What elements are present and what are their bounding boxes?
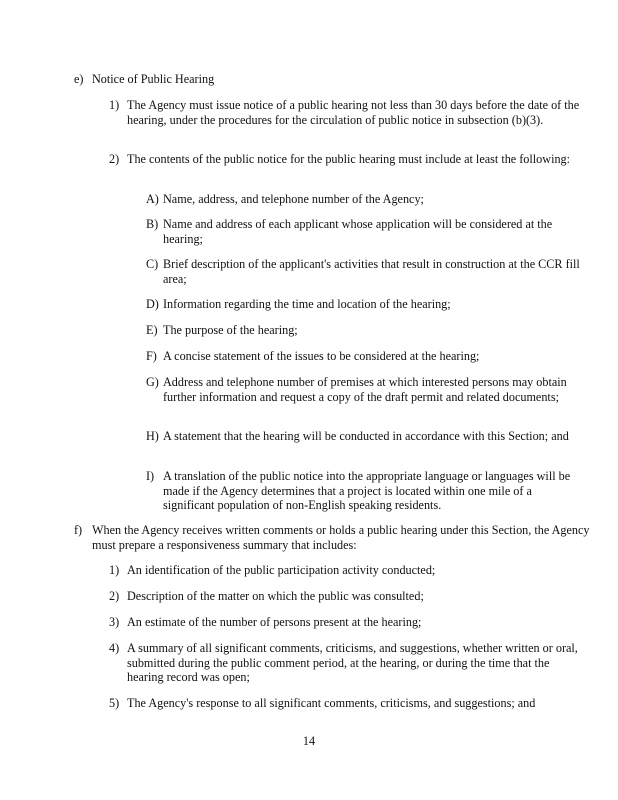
section-e-item-1	[109, 98, 585, 127]
item-text: Description of the matter on which the public was consulted;	[127, 589, 424, 603]
item-marker: 2)	[109, 589, 120, 603]
subitem-marker: A)	[146, 192, 159, 206]
section-e-heading	[74, 72, 594, 87]
item-text: The contents of the public notice for the public hearing must include at least the following:	[127, 152, 571, 166]
subitem-marker: D)	[146, 297, 159, 311]
section-f-marker: f)	[74, 523, 83, 537]
subitem-text: Name and address of each applicant whose application will be considered at the hearing;	[163, 217, 553, 246]
item-text: The Agency must issue notice of a public hearing not less than 30 days before the date of the hearing, under the procedures for the circulation of public notice in subsection (b)(3).	[127, 98, 580, 127]
section-f	[74, 523, 594, 552]
section-f-item-5	[109, 696, 585, 711]
item-marker: 4)	[109, 641, 120, 655]
subitem-marker: F)	[146, 349, 157, 363]
subitem-marker: E)	[146, 323, 158, 337]
item-text: The Agency's response to all significant comments, criticisms, and suggestions; and	[127, 696, 536, 710]
subitem-marker: G)	[146, 375, 159, 389]
section-e-item-2	[109, 152, 585, 167]
section-f-text: When the Agency receives written comments or holds a public hearing under this Section, the Agency must prepare a responsiveness summary that includes:	[92, 523, 590, 552]
section-f-item-3	[109, 615, 585, 630]
subitem-text: The purpose of the hearing;	[163, 323, 298, 337]
subitem-text: A translation of the public notice into the appropriate language or languages will be made if the Agency determines that a project is located within one mile of a significant population of non-English speaking residents.	[163, 469, 571, 513]
subitem-text: Information regarding the time and location of the hearing;	[163, 297, 451, 311]
subitem-marker: H)	[146, 429, 159, 443]
subitem-text: Name, address, and telephone number of the Agency;	[163, 192, 424, 206]
item-marker: 2)	[109, 152, 120, 166]
subitem-text: A statement that the hearing will be conducted in accordance with this Section; and	[163, 429, 569, 443]
subitem-b	[146, 217, 586, 246]
subitem-c	[146, 257, 586, 286]
section-f-item-1	[109, 563, 585, 578]
section-e-title: Notice of Public Hearing	[92, 72, 215, 86]
item-marker: 1)	[109, 98, 120, 112]
subitem-h	[146, 429, 586, 444]
item-text: An estimate of the number of persons present at the hearing;	[127, 615, 422, 629]
section-f-item-4	[109, 641, 585, 685]
subitem-text: A concise statement of the issues to be considered at the hearing;	[163, 349, 480, 363]
item-marker: 5)	[109, 696, 120, 710]
subitem-a	[146, 192, 586, 207]
subitem-i	[146, 469, 586, 513]
subitem-g	[146, 375, 586, 404]
item-marker: 3)	[109, 615, 120, 629]
subitem-f	[146, 349, 586, 364]
subitem-text: Address and telephone number of premises at which interested persons may obtain further information and request a copy of the draft permit and related documents;	[163, 375, 567, 404]
subitem-text: Brief description of the applicant's activities that result in construction at the CCR fill area;	[163, 257, 580, 286]
subitem-marker: C)	[146, 257, 159, 271]
subitem-e	[146, 323, 586, 338]
subitem-d	[146, 297, 586, 312]
page-number: 14	[302, 734, 316, 748]
subitem-marker: I)	[146, 469, 155, 483]
subitem-marker: B)	[146, 217, 159, 231]
section-f-item-2	[109, 589, 585, 604]
item-marker: 1)	[109, 563, 120, 577]
item-text: A summary of all significant comments, criticisms, and suggestions, whether written or oral, submitted during the public comment period, at the hearing, or during the time that the hearing record was open;	[127, 641, 578, 685]
section-e-marker: e)	[74, 72, 84, 86]
item-text: An identification of the public participation activity conducted;	[127, 563, 436, 577]
